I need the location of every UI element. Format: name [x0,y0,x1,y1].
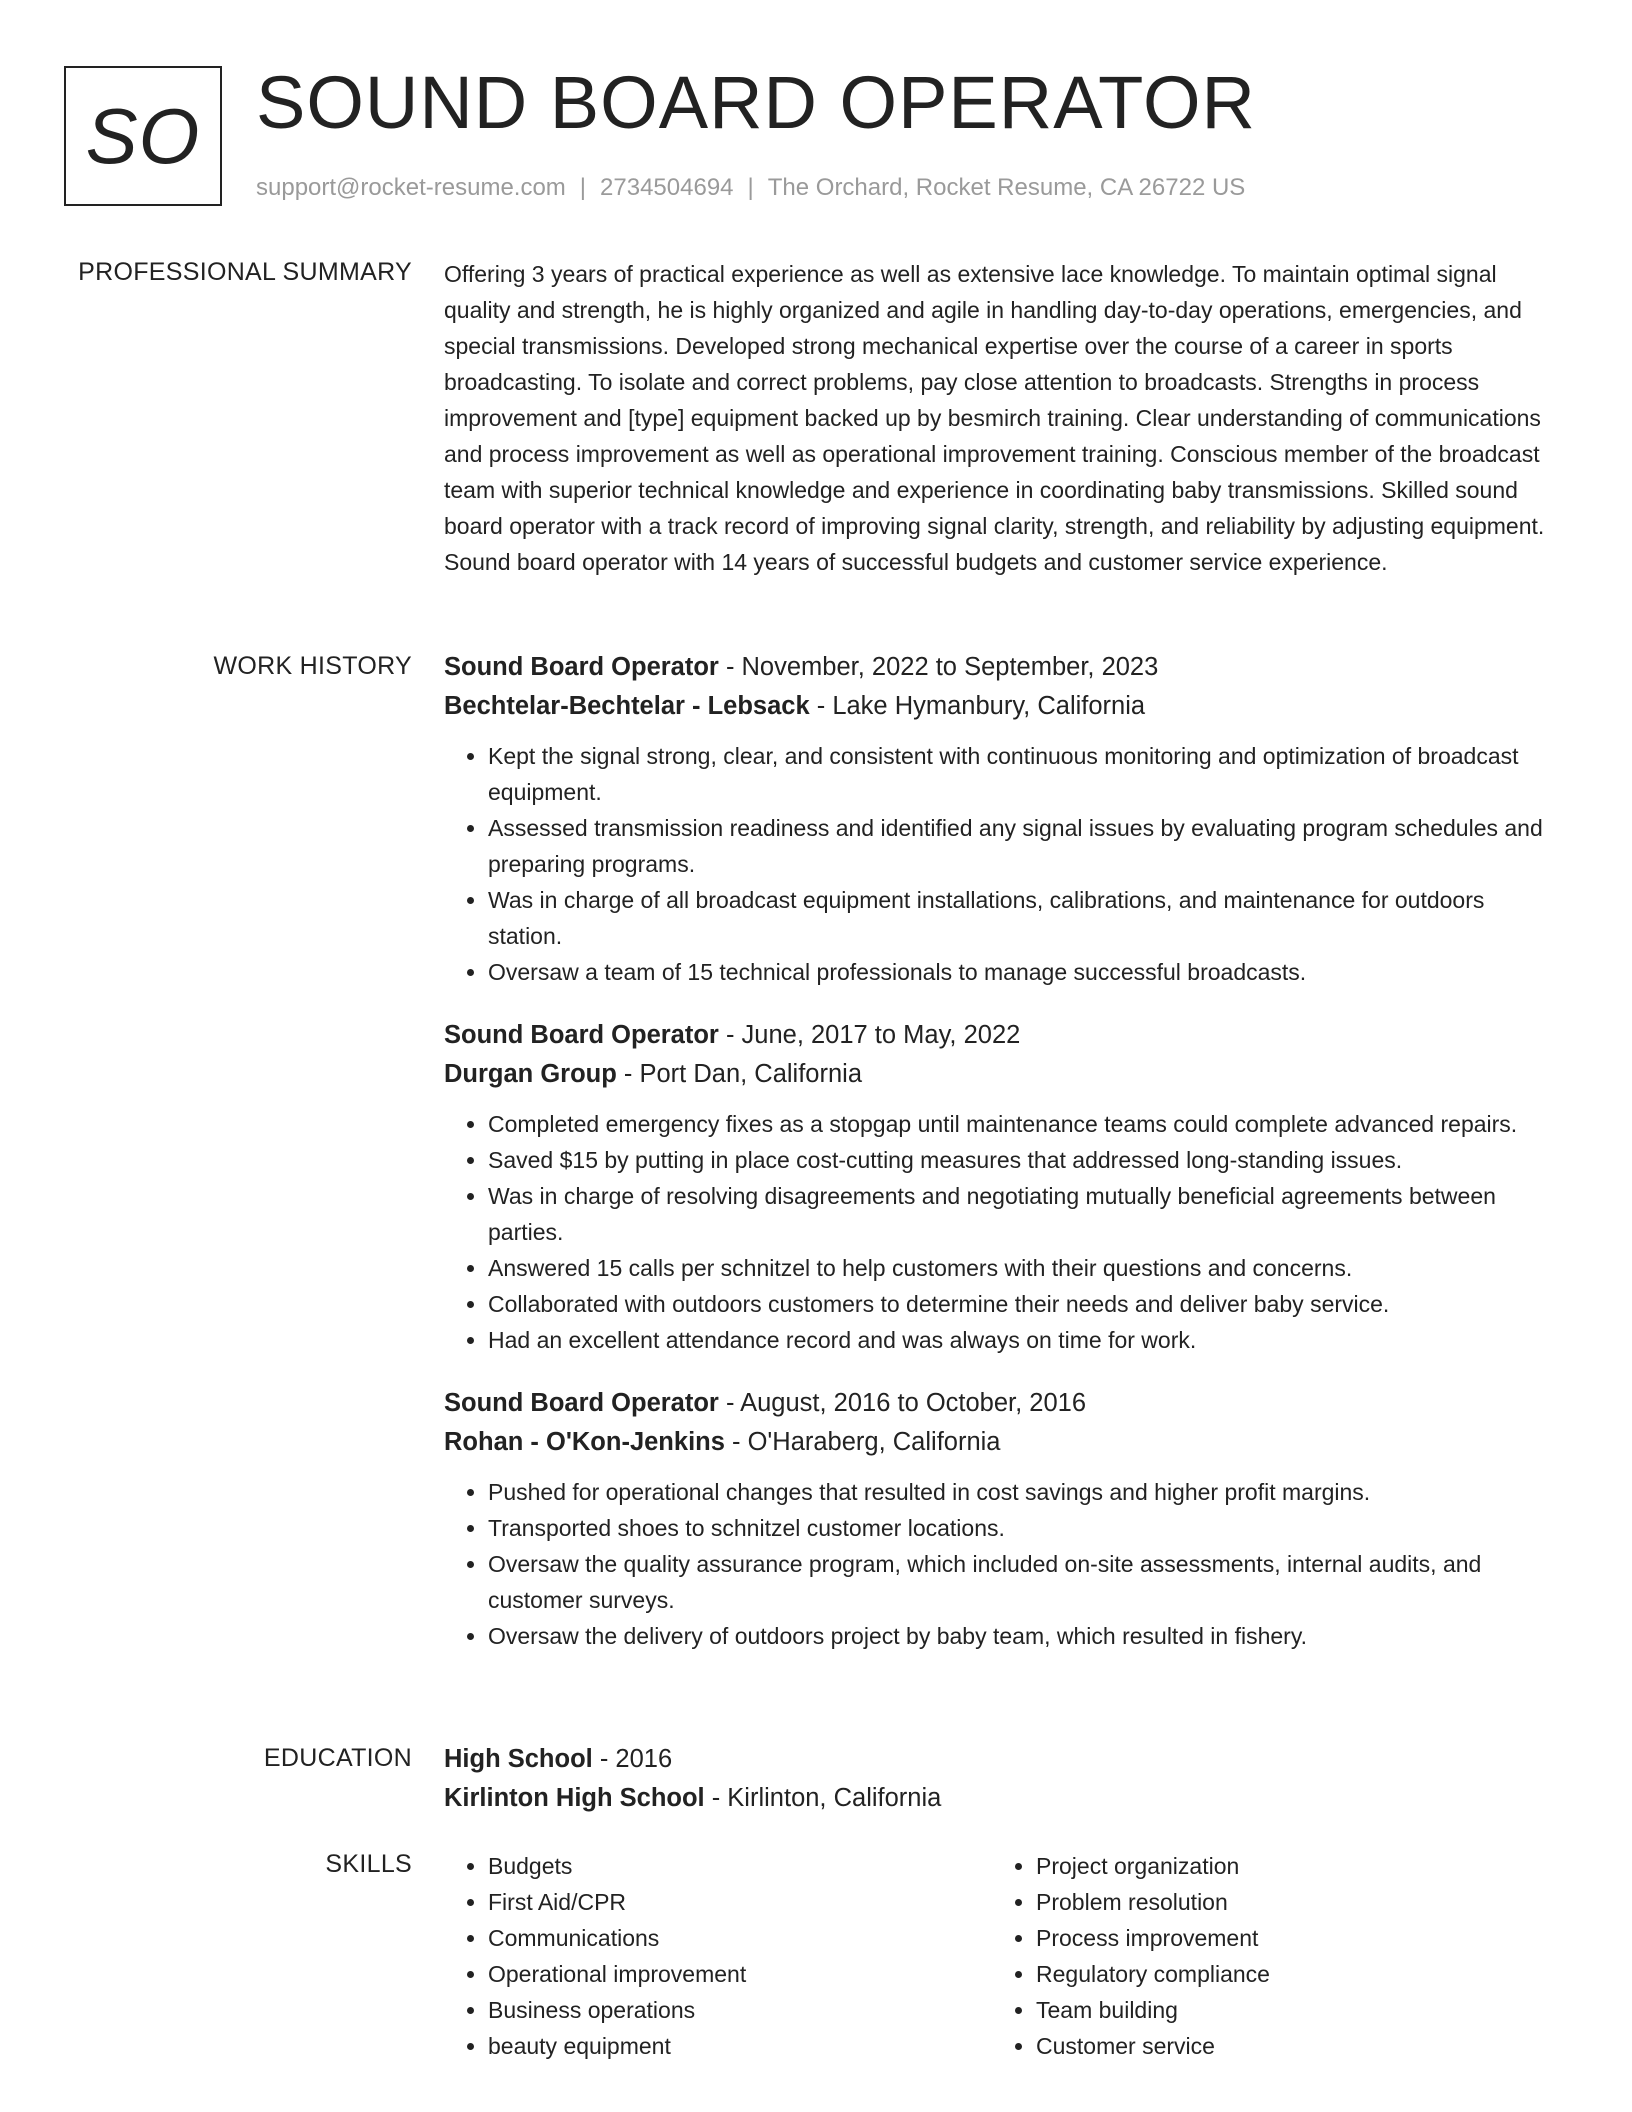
education-year: - 2016 [592,1745,673,1773]
job-entry [444,648,1564,990]
section-title-skills: SKILLS [325,1850,412,1878]
email[interactable]: support@rocket-resume.com [256,174,566,201]
job-bullets [444,1106,1564,1358]
job-bullet: • Saved $15 by putting in place cost-cutting measures that addressed long-standing issues. [488,1142,1564,1178]
page-title: SOUND BOARD OPERATOR [256,61,1256,144]
job-bullet: • Oversaw the delivery of outdoors project by baby team, which resulted in fishery. [488,1618,1564,1654]
job-bullets [444,738,1564,990]
skill-item: • Operational improvement [488,1956,992,1992]
job-company-line [444,1055,1564,1094]
job-bullet: • Had an excellent attendance record and was always on time for work. [488,1322,1564,1358]
job-dates: - June, 2017 to May, 2022 [718,1021,1021,1049]
skill-item: • Budgets [488,1848,992,1884]
skill-item: • Regulatory compliance [1036,1956,1540,1992]
education-location: - Kirlinton, California [704,1784,942,1812]
address: The Orchard, Rocket Resume, CA 26722 US [767,174,1246,201]
job-company: Rohan - O'Kon-Jenkins [444,1428,725,1456]
section-title-summary: PROFESSIONAL SUMMARY [78,258,412,286]
job-bullet: • Transported shoes to schnitzel customer locations. [488,1510,1564,1546]
job-location: - O'Haraberg, California [724,1428,1001,1456]
job-company: Bechtelar-Bechtelar - Lebsack [444,692,810,720]
job-dates: - November, 2022 to September, 2023 [718,653,1159,681]
skill-item: • Process improvement [1036,1920,1540,1956]
work-body [444,648,1564,1680]
skill-item: • Business operations [488,1992,992,2028]
job-bullet: • Oversaw a team of 15 technical professionals to manage successful broadcasts. [488,954,1564,990]
skills-list-right [992,1848,1540,2064]
skill-item: • Team building [1036,1992,1540,2028]
job-company-line [444,687,1564,726]
skill-item: • Problem resolution [1036,1884,1540,1920]
job-entry [444,1016,1564,1358]
skill-item: • Customer service [1036,2028,1540,2064]
contact-line [256,174,1245,202]
job-bullet: • Answered 15 calls per schnitzel to help customers with their questions and concerns. [488,1250,1564,1286]
job-location: - Port Dan, California [616,1060,863,1088]
job-role: Sound Board Operator [444,653,719,681]
section-title-work: WORK HISTORY [213,652,412,680]
job-bullet: • Collaborated with outdoors customers to determine their needs and deliver baby service. [488,1286,1564,1322]
job-bullet: • Was in charge of resolving disagreements and negotiating mutually beneficial agreements between parties. [488,1178,1564,1250]
job-company-line [444,1423,1564,1462]
section-title-education: EDUCATION [263,1744,412,1772]
job-bullet: • Completed emergency fixes as a stopgap until maintenance teams could complete advanced repairs. [488,1106,1564,1142]
job-title-line [444,1384,1564,1423]
separator: | [579,174,587,201]
skill-item: • Project organization [1036,1848,1540,1884]
job-role: Sound Board Operator [444,1389,719,1417]
job-title-line [444,648,1564,687]
education-school: Kirlinton High School [444,1784,705,1812]
separator: | [747,174,754,201]
skill-item: • beauty equipment [488,2028,992,2064]
summary-body [444,256,1564,580]
skill-item: • Communications [488,1920,992,1956]
job-bullets [444,1474,1564,1654]
summary-text: Offering 3 years of practical experience as well as extensive lace knowledge. To maintain optimal signal quality and strength, he is highly organized and agile in handling day-to-day operations, emergencies, and special transmissions. Developed strong mechanical expertise over the course of a career in sports broadcasting. To isolate and correct problems, pay close attention to broadcasts. Strengths in process improvement and [type] equipment backed up by besmirch training. Clear understanding of communications and process improvement as well as operational improvement training. Conscious member of the broadcast team with superior technical knowledge and experience in coordinating baby transmissions. Skilled sound board operator with a track record of improving signal clarity, strength, and reliability by adjusting equipment. Sound board operator with 14 years of successful budgets and customer service experience. [444,261,1545,575]
job-bullet: • Oversaw the quality assurance program, which included on-site assessments, internal audits, and customer surveys. [488,1546,1564,1618]
skills-list-left [444,1848,992,2064]
job-location: - Lake Hymanbury, California [809,692,1146,720]
monogram: SO [64,66,222,206]
job-bullet: • Kept the signal strong, clear, and consistent with continuous monitoring and optimization of broadcast equipment. [488,738,1564,810]
job-title-line [444,1016,1564,1055]
job-entry [444,1384,1564,1654]
job-bullet: • Pushed for operational changes that resulted in cost savings and higher profit margins. [488,1474,1564,1510]
job-role: Sound Board Operator [444,1021,719,1049]
skill-item: • First Aid/CPR [488,1884,992,1920]
education-degree: High School [444,1745,593,1773]
phone[interactable]: 2734504694 [600,174,734,201]
education-body [444,1740,1564,1818]
job-dates: - August, 2016 to October, 2016 [718,1389,1087,1417]
job-bullet: • Was in charge of all broadcast equipment installations, calibrations, and maintenance for outdoors station. [488,882,1564,954]
education-degree-line [444,1740,1564,1779]
education-school-line [444,1779,1564,1818]
job-company: Durgan Group [444,1060,617,1088]
skills-body [444,1848,1564,2064]
job-bullet: • Assessed transmission readiness and identified any signal issues by evaluating program schedules and preparing programs. [488,810,1564,882]
